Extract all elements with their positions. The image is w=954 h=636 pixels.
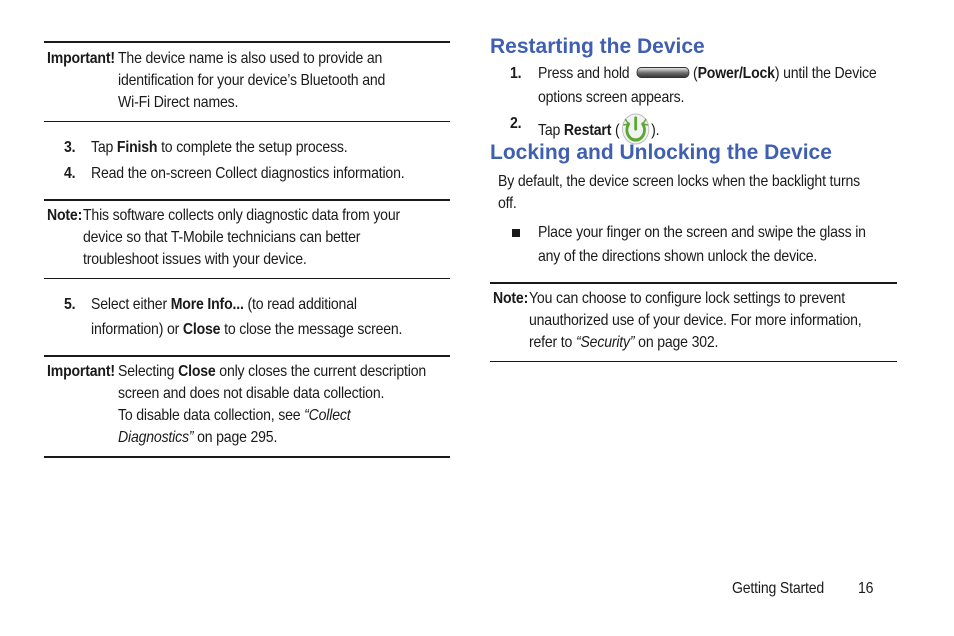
important-2-box-top-rule [44, 355, 450, 357]
step-4-text: Read the on-screen Collect diagnostics information. [91, 165, 405, 182]
note-2-line-2: unauthorized use of your device. For more information, [529, 312, 862, 329]
important-2-line-4: Diagnostics” on page 295. [118, 429, 278, 446]
heading-locking: Locking and Unlocking the Device [490, 141, 832, 164]
step-5-line-2: information) or Close to close the message screen. [91, 321, 403, 338]
important-label: Important! [47, 50, 115, 67]
note-2-box-bottom-rule [490, 361, 897, 362]
note-text-line-3: troubleshoot issues with your device. [83, 251, 307, 268]
more-info-keyword: More Info... [170, 296, 244, 313]
finish-keyword: Finish [116, 139, 158, 156]
important-box-top-rule [44, 41, 450, 43]
important-2-line-1: Selecting Close only closes the current description [118, 363, 427, 380]
r-step-2-text: Tap Restart ( ). [538, 113, 659, 145]
heading-restarting: Restarting the Device [490, 35, 705, 58]
step-5-line-1: Select either More Info... (to read additional [91, 296, 357, 313]
note-box-bottom-rule [44, 278, 450, 279]
locking-intro-line-1: By default, the device screen locks when the backlight turns [498, 173, 860, 190]
important-text-line-2: identification for your device’s Bluetooth and [118, 72, 386, 89]
footer-page-number: 16 [858, 580, 874, 597]
close-keyword-2: Close [178, 363, 216, 380]
security-link[interactable]: “Security” [575, 334, 635, 351]
note-text-line-2: device so that T-Mobile technicians can better [83, 229, 361, 246]
step-4: 4. [64, 165, 76, 182]
step-5: 5. [64, 296, 76, 313]
important-2-line-3: To disable data collection, see “Collect [118, 407, 351, 424]
note-2-line-1: You can choose to configure lock settings to prevent [529, 290, 845, 307]
important-2-label: Important! [47, 363, 115, 380]
collect-diagnostics-link-cont[interactable]: Diagnostics” [118, 429, 194, 446]
r-step-1-num: 1. [510, 65, 522, 82]
r-step-2-num: 2. [510, 115, 522, 132]
step-3 [64, 137, 75, 159]
locking-intro-line-2: off. [498, 195, 517, 212]
important-2-line-2: screen and does not disable data collection. [118, 385, 385, 402]
note-box-top-rule [44, 199, 450, 201]
r-step-1-line-1: Press and hold (Power/Lock) until the Device [538, 65, 877, 82]
power-lock-key-icon [637, 67, 690, 78]
note-2-label: Note: [493, 290, 529, 307]
r-step-1-line-2: options screen appears. [538, 89, 685, 106]
step-number: 3. [64, 139, 76, 156]
note-2-box-top-rule [490, 282, 897, 284]
bullet-square-icon [512, 229, 520, 237]
note-label: Note: [47, 207, 83, 224]
restart-keyword: Restart [563, 122, 612, 139]
close-keyword: Close [182, 321, 221, 338]
note-text-line-1: This software collects only diagnostic data from your [83, 207, 401, 224]
important-text-line-1: The device name is also used to provide an [118, 50, 383, 67]
collect-diagnostics-link[interactable]: “Collect [304, 407, 351, 424]
important-2-box-bottom-rule [44, 456, 450, 458]
important-box-bottom-rule [44, 121, 450, 122]
footer-section-title: Getting Started [732, 580, 825, 597]
important-text-line-3: Wi-Fi Direct names. [118, 94, 239, 111]
note-2-line-3: refer to “Security” on page 302. [529, 334, 719, 351]
bullet-line-1: Place your finger on the screen and swipe the glass in [538, 224, 866, 241]
step-3-text: Tap Finish to complete the setup process. [91, 139, 348, 156]
power-lock-keyword: Power/Lock [697, 65, 775, 82]
bullet-line-2: any of the directions shown unlock the device. [538, 248, 818, 265]
